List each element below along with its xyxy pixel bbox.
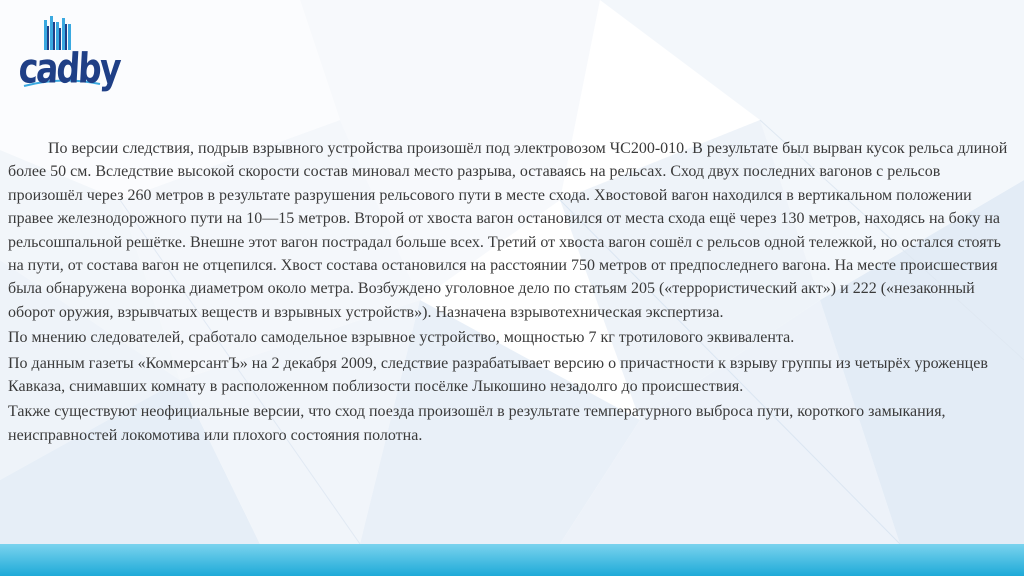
company-logo xyxy=(17,16,121,93)
paragraph-kommersant: По данным газеты «КоммерсантЪ» на 2 декабря 2009, следствие разрабатывает версию о причастности к взрыву группы из четырёх уроженцев Кавказа, снимавших комнату в расположенном поблизости посёлке Лыкошино незадолго до происшествия. xyxy=(8,354,988,396)
document-body xyxy=(8,137,1012,449)
paragraph-investigation: По версии следствия, подрыв взрывного устройства произошёл под электровозом ЧС200-010. В результате был вырван кусок рельса длиной более 50 см. Вследствие высокой скорости состав миновал место разрыва, оставаясь на рельсах. Сход двух последних вагонов с рельсов произошёл через 260 метров в результате разрушения рельсового пути в месте схода. Хвостовой вагон находился в вертикальном положении правее железнодорожного пути на 10—15 метров. Второй от хвоста вагон остановился от места схода ещё через 130 метров, находясь на боку на рельсошпальной решётке. Внешне этот вагон пострадал больше всех. Третий от хвоста вагон сошёл с рельсов одной тележкой, но остался стоять на пути, от состава вагон не отцепился. Хвост состава остановился на расстоянии 750 метров от предпоследнего вагона. На месте происшествия была обнаружена воронка диаметром около метра. Возбуждено уголовное дело по статьям 205 («террористический акт») и 222 («незаконный оборот оружия, взрывчатых веществ и взрывных устройств»). Назначена взрывотехническая экспертиза. xyxy=(8,140,1008,321)
logo-text: cadby xyxy=(17,43,121,93)
paragraph-explosive: По мнению следователей, сработало самодельное взрывное устройство, мощностью 7 кг тротилового эквивалента. xyxy=(8,329,795,347)
paragraph-unofficial: Также существуют неофициальные версии, что сход поезда произошёл в результате температурного выброса пути, короткого замыкания, неисправностей локомотива или плохого состояния полотна. xyxy=(8,403,946,444)
bottom-bar xyxy=(0,544,1024,576)
